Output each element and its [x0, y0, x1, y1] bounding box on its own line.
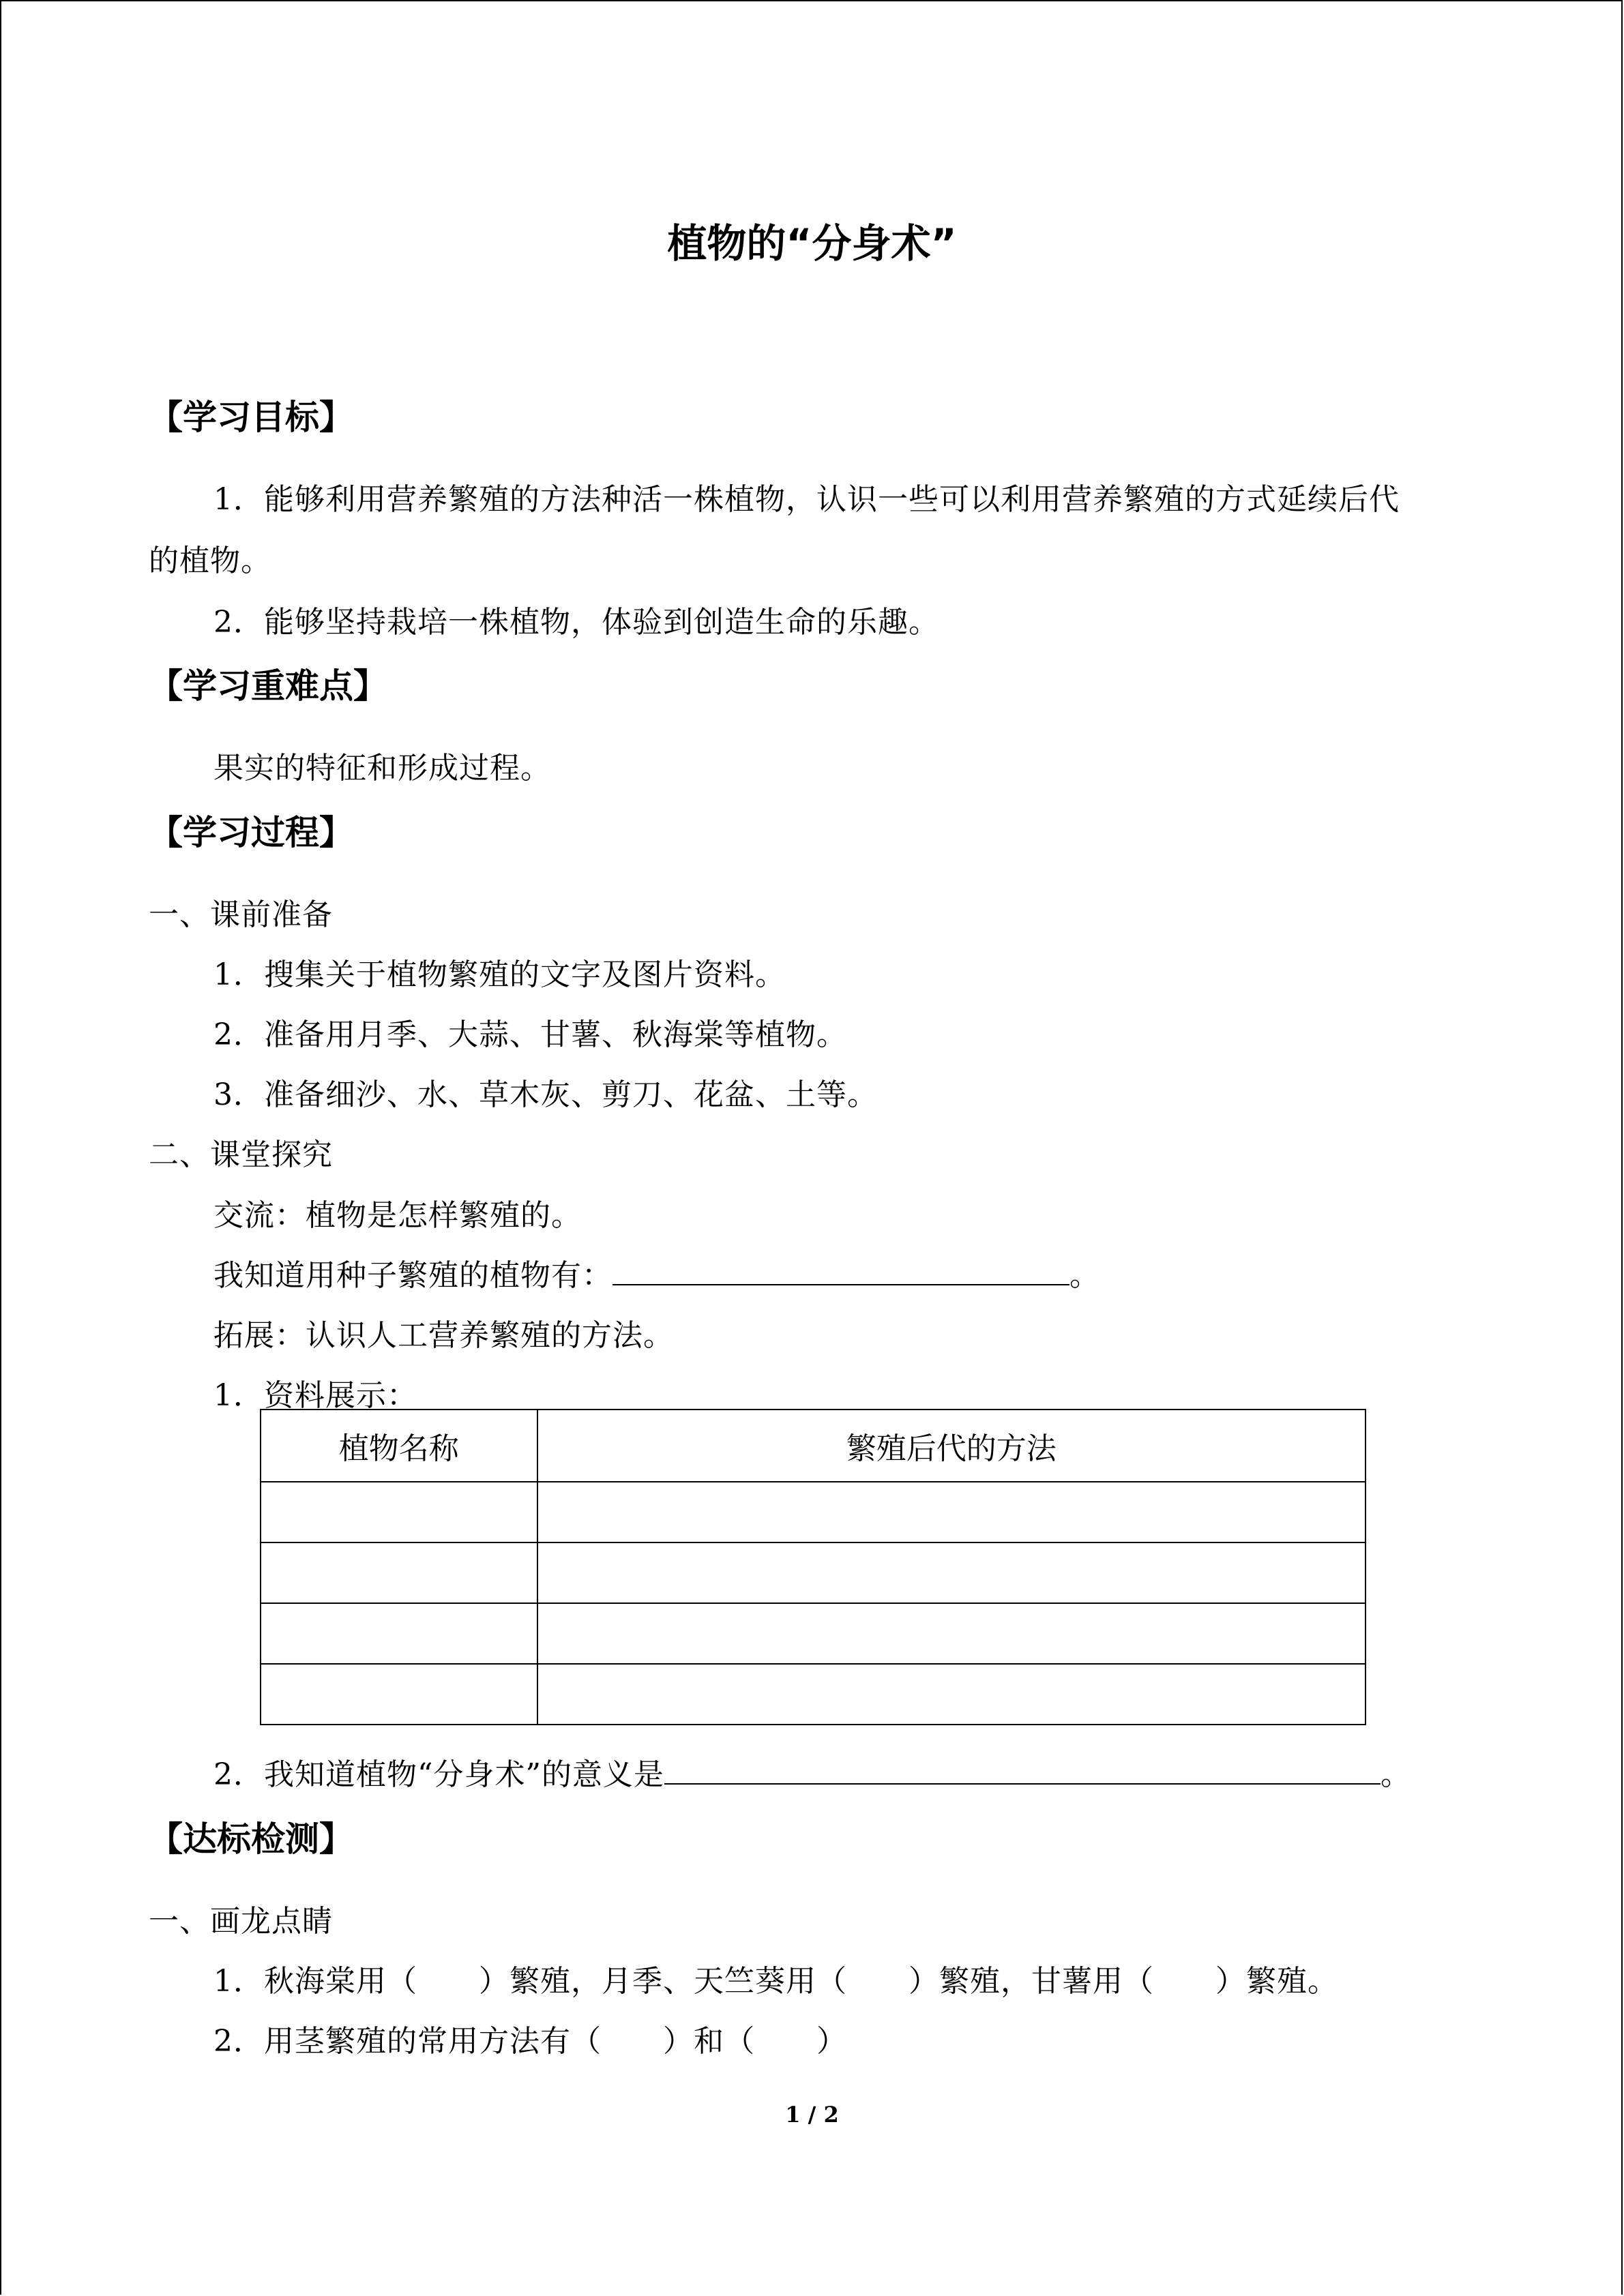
test-question-2: 2．用茎繁殖的常用方法有（ ）和（ ） — [213, 2024, 847, 2059]
explore-section-title: 二、课堂探究 — [149, 1137, 333, 1172]
prep-section-title: 一、课前准备 — [149, 897, 333, 932]
material-label: 1．资料展示： — [213, 1378, 417, 1413]
goal-item-1-line-2: 的植物。 — [149, 543, 271, 578]
prep-item-3: 3．准备细沙、水、草木灰、剪刀、花盆、土等。 — [213, 1077, 878, 1112]
table-cell[interactable] — [537, 1482, 1365, 1542]
seed-plants-end: 。 — [1069, 1258, 1100, 1293]
test-question-1: 1．秋海棠用（ ）繁殖，月季、天竺葵用（ ）繁殖，甘薯用（ ）繁殖。 — [213, 1964, 1338, 1999]
prep-item-1: 1．搜集关于植物繁殖的文字及图片资料。 — [213, 957, 786, 992]
table-row — [261, 1664, 1365, 1725]
page-number: 1 / 2 — [785, 2102, 839, 2128]
table-cell[interactable] — [537, 1603, 1365, 1664]
table-cell[interactable] — [261, 1603, 537, 1664]
table-row — [261, 1603, 1365, 1664]
reproduction-table — [260, 1409, 1366, 1725]
explore-exchange: 交流：植物是怎样繁殖的。 — [213, 1198, 582, 1233]
meaning-prompt: 2．我知道植物“分身术”的意义是 — [213, 1757, 664, 1792]
prep-item-2: 2．准备用月季、大蒜、甘薯、秋海棠等植物。 — [213, 1017, 847, 1052]
test-section-1-title: 一、画龙点睛 — [149, 1904, 333, 1939]
process-heading: 【学习过程】 — [149, 813, 353, 852]
goals-heading: 【学习目标】 — [149, 398, 353, 437]
table-header-method: 繁殖后代的方法 — [537, 1410, 1365, 1482]
meaning-end: 。 — [1380, 1757, 1411, 1792]
table-cell[interactable] — [261, 1664, 537, 1725]
table-row — [261, 1542, 1365, 1603]
seed-plants-prompt: 我知道用种子繁殖的植物有： — [213, 1258, 612, 1293]
test-heading: 【达标检测】 — [149, 1819, 353, 1859]
explore-extend: 拓展：认识人工营养繁殖的方法。 — [213, 1318, 674, 1353]
key-points-heading: 【学习重难点】 — [149, 666, 387, 706]
table-header-row — [261, 1410, 1365, 1482]
table-cell[interactable] — [261, 1542, 537, 1603]
table-cell[interactable] — [537, 1542, 1365, 1603]
key-points-text: 果实的特征和形成过程。 — [213, 751, 551, 786]
meaning-line — [213, 1750, 1411, 1793]
goal-item-2: 2．能够坚持栽培一株植物，体验到创造生命的乐趣。 — [213, 605, 939, 640]
meaning-blank[interactable] — [664, 1756, 1381, 1785]
goal-item-1-line-1: 1．能够利用营养繁殖的方法种活一株植物，认识一些可以利用营养繁殖的方式延续后代 — [213, 482, 1400, 517]
table-row — [261, 1482, 1365, 1542]
page-title: 植物的“分身术” — [667, 220, 957, 267]
seed-plants-blank[interactable] — [612, 1257, 1069, 1285]
table-cell[interactable] — [537, 1664, 1365, 1725]
table-header-plant-name: 植物名称 — [261, 1410, 537, 1482]
table-cell[interactable] — [261, 1482, 537, 1542]
seed-plants-line — [213, 1251, 1100, 1294]
